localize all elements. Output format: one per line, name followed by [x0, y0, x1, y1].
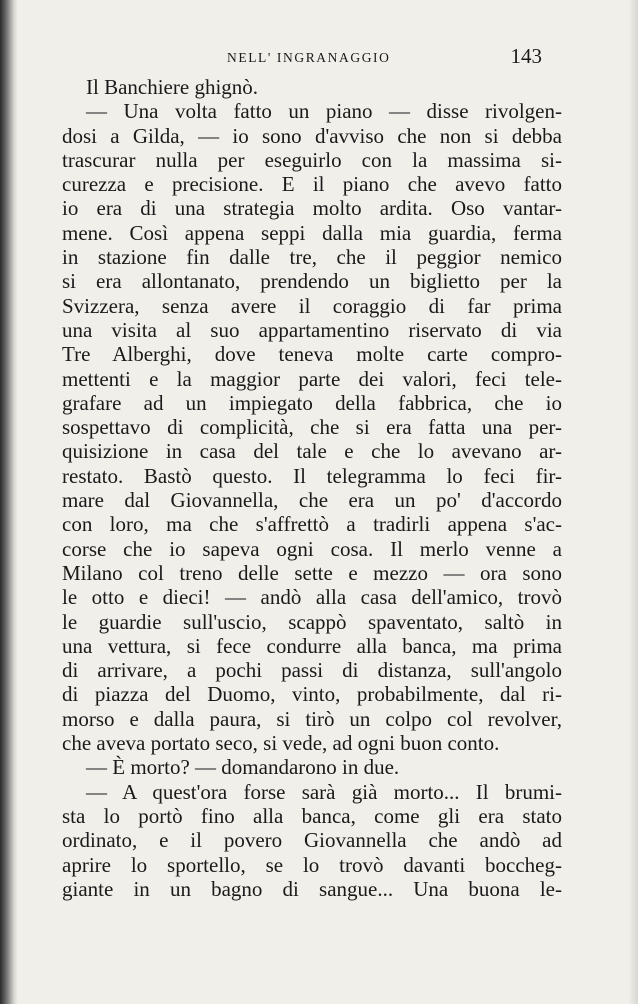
text-line: di arrivare, a pochi passi di distanza, sull'angolo	[62, 658, 562, 683]
text-line: una visita al suo appartamentino riservato di via	[62, 317, 562, 342]
page-edge-shadow	[0, 0, 18, 1004]
text-line: quisizione in casa del tale e che lo avevano ar-	[62, 439, 562, 464]
text-line: le guardie sull'uscio, scappò spaventato, saltò in	[62, 609, 562, 634]
text-line: Il Banchiere ghignò.	[86, 75, 259, 99]
text-line: sospettavo di complicità, che si era fatta una per-	[62, 415, 562, 440]
text-line: le otto e dieci! — andò alla casa dell'amico, trovò	[62, 585, 562, 610]
text-line: sta lo portò fino alla banca, come gli era stato	[62, 803, 562, 828]
running-head: NELL' INGRANAGGIO	[227, 50, 391, 65]
text-line: con loro, ma che s'affrettò a tradirli appena s'ac-	[62, 512, 562, 537]
text-line: io era di una strategia molto ardita. Oso vantar-	[62, 196, 562, 221]
text-line: una vettura, si fece condurre alla banca, ma prima	[62, 633, 562, 658]
text-line: Tre Alberghi, dove teneva molte carte compro-	[62, 342, 562, 367]
page-edge-right	[628, 0, 638, 1004]
text-line: in stazione fin dalle tre, che il peggior nemico	[62, 245, 562, 270]
text-line: mettenti e la maggior parte dei valori, feci tele-	[62, 366, 562, 391]
text-line: morso e dalla paura, si tirò un colpo col revolver,	[62, 706, 562, 731]
text-line: restato. Bastò questo. Il telegramma lo feci fir-	[62, 463, 562, 488]
text-line: aprire lo sportello, se lo trovò davanti boccheg-	[62, 852, 562, 877]
page-header	[62, 44, 552, 74]
text-line: di piazza del Duomo, vinto, probabilmente, dal ri-	[62, 682, 562, 707]
text-line: Svizzera, senza avere il coraggio di far prima	[62, 293, 562, 318]
text-line: che aveva portato seco, si vede, ad ogni buon conto.	[62, 731, 500, 756]
text-line: — Una volta fatto un piano — disse rivolgen-	[86, 99, 562, 124]
text-line: trascurar nulla per eseguirlo con la massima si-	[62, 147, 562, 172]
text-line: — È morto? — domandarono in due.	[86, 755, 400, 780]
text-line: giante in un bagno di sangue... Una buona le-	[62, 876, 562, 901]
body-text	[62, 75, 562, 901]
text-line: ordinato, e il povero Giovannella che andò ad	[62, 828, 562, 853]
text-line: dosi a Gilda, — io sono d'avviso che non si debba	[62, 123, 562, 148]
text-line: — A quest'ora forse sarà già morto... Il brumi-	[86, 779, 562, 804]
text-line: mare dal Giovannella, che era un po' d'accordo	[62, 488, 562, 513]
text-line: mene. Così appena seppi dalla mia guardia, ferma	[62, 220, 562, 245]
page-number: 143	[510, 44, 542, 68]
text-line: Milano col treno delle sette e mezzo — ora sono	[62, 560, 562, 585]
text-line: curezza e precisione. E il piano che avevo fatto	[62, 172, 562, 197]
text-line: grafare ad un impiegato della fabbrica, che io	[62, 390, 562, 415]
text-line: corse che io sapeva ogni cosa. Il merlo venne a	[62, 536, 562, 561]
text-line: si era allontanato, prendendo un biglietto per la	[62, 269, 562, 294]
